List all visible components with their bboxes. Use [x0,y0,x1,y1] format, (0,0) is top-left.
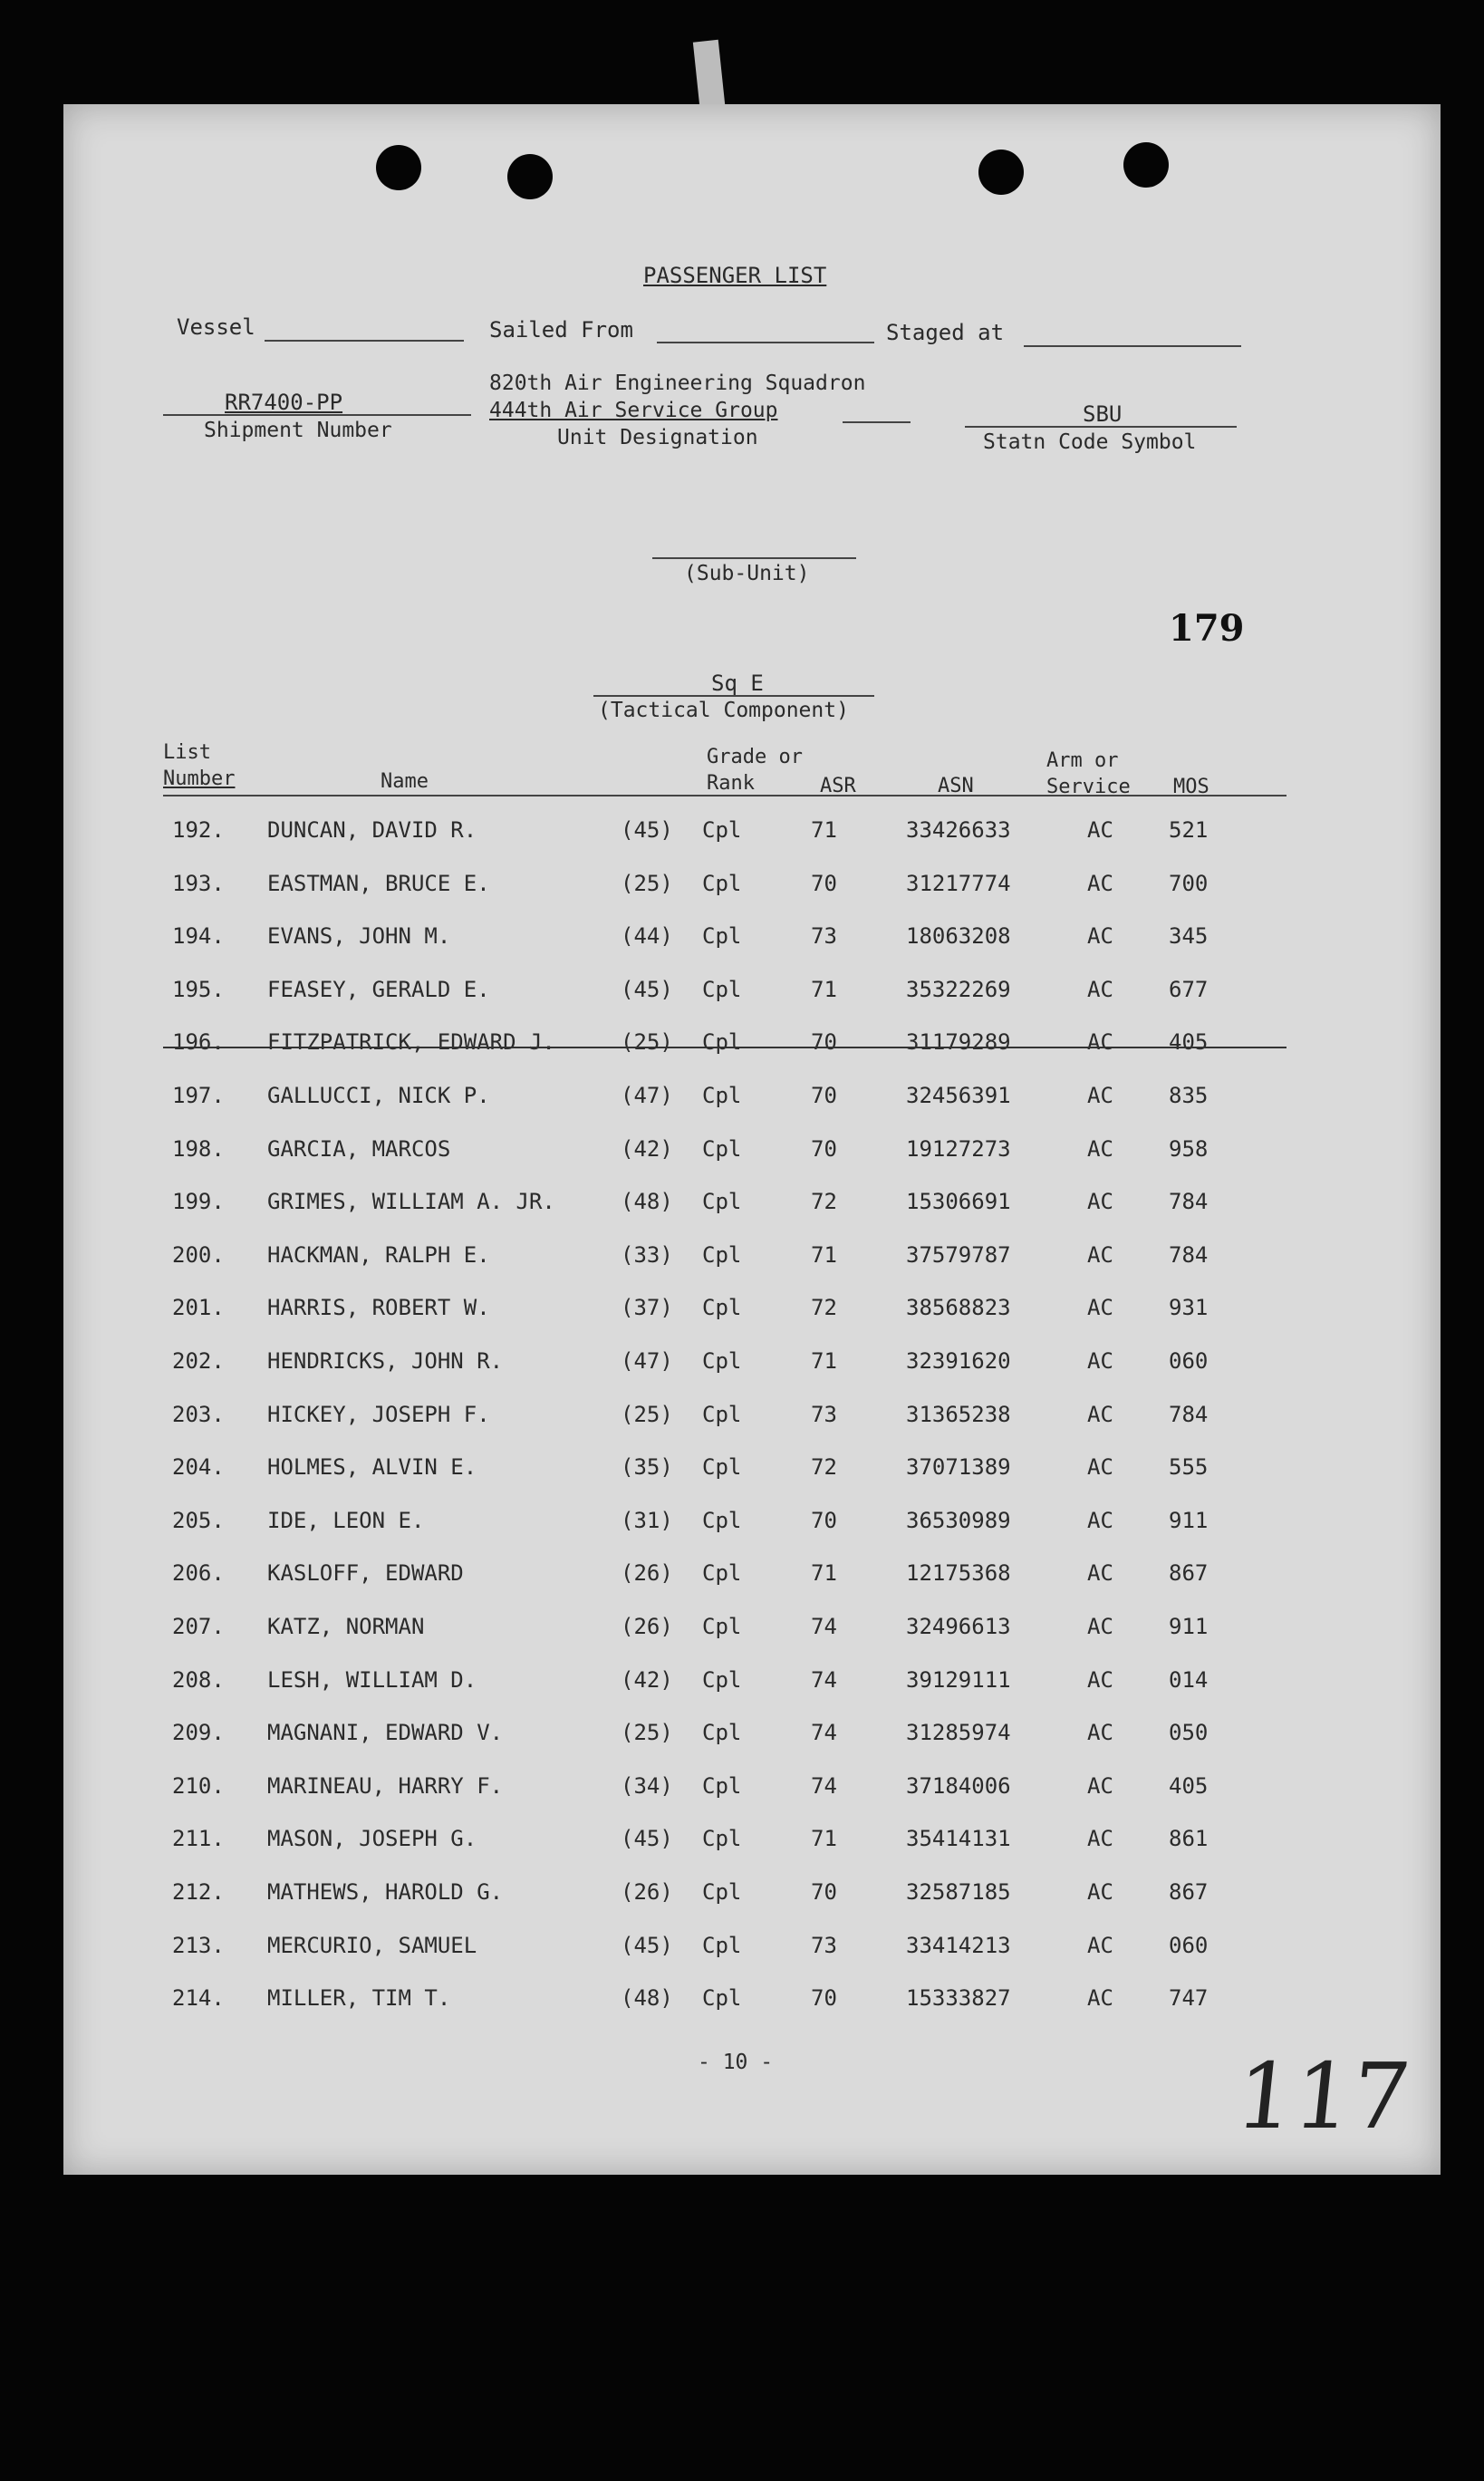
document-page [63,104,1441,2175]
cell-asr: 70 [811,1083,837,1108]
cell-age: (37) [621,1295,673,1320]
cell-age: (48) [621,1189,673,1214]
cell-num: 195. [172,977,225,1002]
staged-at-label: Staged at [886,320,1005,345]
cell-asn: 31179289 [906,1029,1011,1055]
cell-grade: Cpl [702,1242,742,1268]
cell-asn: 35414131 [906,1826,1011,1851]
cell-asn: 32391620 [906,1348,1011,1374]
cell-grade: Cpl [702,1773,742,1799]
table-row [63,977,1441,1013]
cell-age: (25) [621,871,673,896]
shipment-number: RR7400-PP [225,390,343,415]
cell-num: 196. [172,1029,225,1055]
cell-age: (26) [621,1879,673,1905]
cell-mos: 911 [1169,1614,1209,1639]
cell-name: MILLER, TIM T. [267,1985,451,2011]
cell-grade: Cpl [702,1402,742,1427]
cell-age: (31) [621,1508,673,1533]
cell-arm: AC [1087,1402,1113,1427]
cell-asr: 72 [811,1295,837,1320]
cell-grade: Cpl [702,1933,742,1958]
cell-asr: 74 [811,1720,837,1745]
cell-grade: Cpl [702,1560,742,1586]
cell-age: (34) [621,1773,673,1799]
cell-num: 213. [172,1933,225,1958]
page-stamp-number: 179 [1169,607,1245,650]
sailed-from-label: Sailed From [489,317,633,343]
cell-arm: AC [1087,1879,1113,1905]
col-name: Name [381,770,429,793]
cell-mos: 060 [1169,1348,1209,1374]
col-asn: ASN [938,775,974,797]
unit-designation-line1: 820th Air Engineering Squadron [489,372,866,395]
col-arm-line2: Service [1046,776,1131,798]
cell-mos: 405 [1169,1773,1209,1799]
shipment-label: Shipment Number [204,419,392,442]
cell-arm: AC [1087,1242,1113,1268]
col-mos: MOS [1173,776,1209,798]
cell-asn: 37184006 [906,1773,1011,1799]
vessel-label: Vessel [177,314,255,340]
handwritten-number: 117 [1230,2043,1416,2149]
punch-hole [507,154,553,199]
cell-asr: 70 [811,1985,837,2011]
cell-asr: 71 [811,1348,837,1374]
table-row [63,1773,1441,1810]
cell-grade: Cpl [702,1667,742,1693]
col-asr: ASR [820,775,856,797]
table-row [63,1402,1441,1438]
unit-designation-label: Unit Designation [557,426,758,449]
cell-grade: Cpl [702,1879,742,1905]
col-list-number-line2: Number [163,767,236,790]
station-code: SBU [1083,401,1123,427]
table-row [63,1348,1441,1385]
cell-asn: 39129111 [906,1667,1011,1693]
cell-grade: Cpl [702,1985,742,2011]
table-row [63,1720,1441,1756]
cell-age: (26) [621,1560,673,1586]
station-line [965,426,1237,428]
cell-asr: 71 [811,1560,837,1586]
cell-arm: AC [1087,1295,1113,1320]
cell-name: MARINEAU, HARRY F. [267,1773,504,1799]
cell-name: KATZ, NORMAN [267,1614,425,1639]
strikethrough-line [163,1047,1286,1048]
cell-num: 204. [172,1454,225,1480]
cell-asn: 36530989 [906,1508,1011,1533]
cell-num: 207. [172,1614,225,1639]
table-row [63,1985,1441,2022]
tactical-component-label: (Tactical Component) [598,699,849,722]
cell-name: GARCIA, MARCOS [267,1136,451,1162]
cell-grade: Cpl [702,1508,742,1533]
table-row [63,1508,1441,1544]
cell-age: (45) [621,1826,673,1851]
cell-num: 208. [172,1667,225,1693]
cell-mos: 677 [1169,977,1209,1002]
cell-name: HENDRICKS, JOHN R. [267,1348,504,1374]
cell-mos: 555 [1169,1454,1209,1480]
cell-asr: 70 [811,871,837,896]
cell-name: FITZPATRICK, EDWARD J. [267,1029,555,1055]
cell-name: MERCURIO, SAMUEL [267,1933,477,1958]
cell-mos: 784 [1169,1242,1209,1268]
cell-asn: 19127273 [906,1136,1011,1162]
cell-num: 209. [172,1720,225,1745]
cell-mos: 050 [1169,1720,1209,1745]
cell-mos: 835 [1169,1083,1209,1108]
cell-num: 193. [172,871,225,896]
cell-num: 194. [172,923,225,949]
table-row [63,817,1441,854]
cell-mos: 784 [1169,1402,1209,1427]
table-row [63,1933,1441,1969]
cell-asr: 70 [811,1508,837,1533]
cell-asr: 73 [811,1933,837,1958]
cell-arm: AC [1087,1560,1113,1586]
punch-hole [376,145,421,190]
cell-num: 214. [172,1985,225,2011]
cell-age: (42) [621,1667,673,1693]
cell-mos: 521 [1169,817,1209,843]
cell-arm: AC [1087,1454,1113,1480]
cell-age: (45) [621,817,673,843]
cell-asn: 32496613 [906,1614,1011,1639]
cell-mos: 911 [1169,1508,1209,1533]
cell-asr: 71 [811,817,837,843]
cell-mos: 747 [1169,1985,1209,2011]
sailed-from-line [657,342,874,343]
table-row [63,1189,1441,1225]
cell-arm: AC [1087,1136,1113,1162]
cell-arm: AC [1087,923,1113,949]
cell-age: (26) [621,1614,673,1639]
cell-name: MAGNANI, EDWARD V. [267,1720,504,1745]
vessel-line [265,340,464,342]
cell-name: HOLMES, ALVIN E. [267,1454,477,1480]
cell-num: 205. [172,1508,225,1533]
col-grade-line1: Grade or [707,746,803,768]
cell-asr: 74 [811,1773,837,1799]
unit-designation-line2: 444th Air Service Group [489,399,778,422]
cell-grade: Cpl [702,1348,742,1374]
cell-arm: AC [1087,977,1113,1002]
cell-asn: 37071389 [906,1454,1011,1480]
shipment-line [163,414,471,416]
col-grade-line2: Rank [707,772,755,795]
cell-age: (25) [621,1402,673,1427]
cell-age: (45) [621,977,673,1002]
cell-name: KASLOFF, EDWARD [267,1560,464,1586]
cell-asr: 71 [811,977,837,1002]
col-list-number-line1: List [163,741,211,764]
cell-age: (42) [621,1136,673,1162]
cell-arm: AC [1087,1667,1113,1693]
cell-asn: 31365238 [906,1402,1011,1427]
cell-mos: 014 [1169,1667,1209,1693]
page-number: - 10 - [698,2051,774,2074]
cell-age: (25) [621,1720,673,1745]
table-row [63,1454,1441,1491]
cell-asn: 33426633 [906,817,1011,843]
cell-name: HICKEY, JOSEPH F. [267,1402,490,1427]
table-row [63,1136,1441,1173]
cell-mos: 700 [1169,871,1209,896]
cell-name: GALLUCCI, NICK P. [267,1083,490,1108]
cell-asn: 15306691 [906,1189,1011,1214]
cell-num: 197. [172,1083,225,1108]
cell-asn: 37579787 [906,1242,1011,1268]
cell-asr: 71 [811,1826,837,1851]
cell-mos: 931 [1169,1295,1209,1320]
cell-mos: 958 [1169,1136,1209,1162]
cell-asn: 32587185 [906,1879,1011,1905]
cell-asn: 18063208 [906,923,1011,949]
cell-grade: Cpl [702,817,742,843]
cell-num: 200. [172,1242,225,1268]
cell-grade: Cpl [702,1295,742,1320]
cell-grade: Cpl [702,1826,742,1851]
cell-num: 203. [172,1402,225,1427]
table-row [63,923,1441,960]
cell-mos: 405 [1169,1029,1209,1055]
cell-asr: 74 [811,1614,837,1639]
cell-num: 192. [172,817,225,843]
cell-age: (45) [621,1933,673,1958]
cell-num: 201. [172,1295,225,1320]
cell-mos: 867 [1169,1879,1209,1905]
cell-name: EASTMAN, BRUCE E. [267,871,490,896]
cell-asn: 32456391 [906,1083,1011,1108]
cell-asn: 15333827 [906,1985,1011,2011]
sub-unit-line [652,557,856,559]
cell-num: 206. [172,1560,225,1586]
cell-asn: 31285974 [906,1720,1011,1745]
cell-arm: AC [1087,1189,1113,1214]
cell-arm: AC [1087,1933,1113,1958]
cell-arm: AC [1087,817,1113,843]
table-row [63,871,1441,907]
station-code-label: Statn Code Symbol [983,430,1197,454]
cell-arm: AC [1087,1826,1113,1851]
cell-arm: AC [1087,1985,1113,2011]
cell-mos: 784 [1169,1189,1209,1214]
cell-asn: 33414213 [906,1933,1011,1958]
cell-arm: AC [1087,1508,1113,1533]
table-row [63,1667,1441,1704]
tactical-line [593,695,874,697]
col-arm-line1: Arm or [1046,749,1119,772]
staged-at-line [1024,345,1241,347]
cell-name: HACKMAN, RALPH E. [267,1242,490,1268]
cell-asn: 12175368 [906,1560,1011,1586]
cell-asr: 72 [811,1454,837,1480]
cell-grade: Cpl [702,923,742,949]
cell-grade: Cpl [702,1189,742,1214]
cell-name: GRIMES, WILLIAM A. JR. [267,1189,555,1214]
table-row [63,1614,1441,1650]
cell-name: LESH, WILLIAM D. [267,1667,477,1693]
cell-num: 198. [172,1136,225,1162]
table-row [63,1242,1441,1279]
cell-arm: AC [1087,1614,1113,1639]
cell-age: (48) [621,1985,673,2011]
sub-unit-label: (Sub-Unit) [684,562,810,585]
cell-num: 212. [172,1879,225,1905]
cell-arm: AC [1087,1083,1113,1108]
cell-age: (47) [621,1083,673,1108]
cell-age: (44) [621,923,673,949]
cell-arm: AC [1087,1773,1113,1799]
cell-grade: Cpl [702,977,742,1002]
cell-name: FEASEY, GERALD E. [267,977,490,1002]
cell-age: (35) [621,1454,673,1480]
cell-name: MATHEWS, HAROLD G. [267,1879,504,1905]
cell-asr: 73 [811,1402,837,1427]
cell-mos: 867 [1169,1560,1209,1586]
cell-asn: 38568823 [906,1295,1011,1320]
document-title: PASSENGER LIST [643,263,827,288]
cell-mos: 345 [1169,923,1209,949]
punch-hole [978,150,1024,195]
table-row [63,1826,1441,1862]
cell-grade: Cpl [702,1454,742,1480]
cell-grade: Cpl [702,1720,742,1745]
table-row [63,1560,1441,1597]
cell-mos: 060 [1169,1933,1209,1958]
cell-age: (25) [621,1029,673,1055]
table-row [63,1879,1441,1916]
cell-mos: 861 [1169,1826,1209,1851]
cell-num: 211. [172,1826,225,1851]
cell-grade: Cpl [702,871,742,896]
cell-asr: 70 [811,1029,837,1055]
table-row [63,1083,1441,1119]
cell-asr: 70 [811,1136,837,1162]
cell-asr: 70 [811,1879,837,1905]
cell-name: DUNCAN, DAVID R. [267,817,477,843]
table-row [63,1029,1441,1066]
cell-arm: AC [1087,1720,1113,1745]
cell-age: (33) [621,1242,673,1268]
cell-arm: AC [1087,1029,1113,1055]
cell-num: 199. [172,1189,225,1214]
cell-asr: 74 [811,1667,837,1693]
cell-name: HARRIS, ROBERT W. [267,1295,490,1320]
cell-num: 210. [172,1773,225,1799]
cell-name: IDE, LEON E. [267,1508,425,1533]
cell-grade: Cpl [702,1136,742,1162]
cell-asr: 71 [811,1242,837,1268]
cell-asn: 31217774 [906,871,1011,896]
cell-arm: AC [1087,1348,1113,1374]
cell-age: (47) [621,1348,673,1374]
cell-grade: Cpl [702,1614,742,1639]
punch-hole [1123,142,1169,188]
tactical-component-value: Sq E [711,671,764,696]
cell-asn: 35322269 [906,977,1011,1002]
cell-arm: AC [1087,871,1113,896]
cell-name: EVANS, JOHN M. [267,923,451,949]
table-row [63,1295,1441,1331]
unit-line [843,421,911,423]
cell-grade: Cpl [702,1029,742,1055]
cell-asr: 73 [811,923,837,949]
cell-name: MASON, JOSEPH G. [267,1826,477,1851]
cell-grade: Cpl [702,1083,742,1108]
cell-asr: 72 [811,1189,837,1214]
cell-num: 202. [172,1348,225,1374]
